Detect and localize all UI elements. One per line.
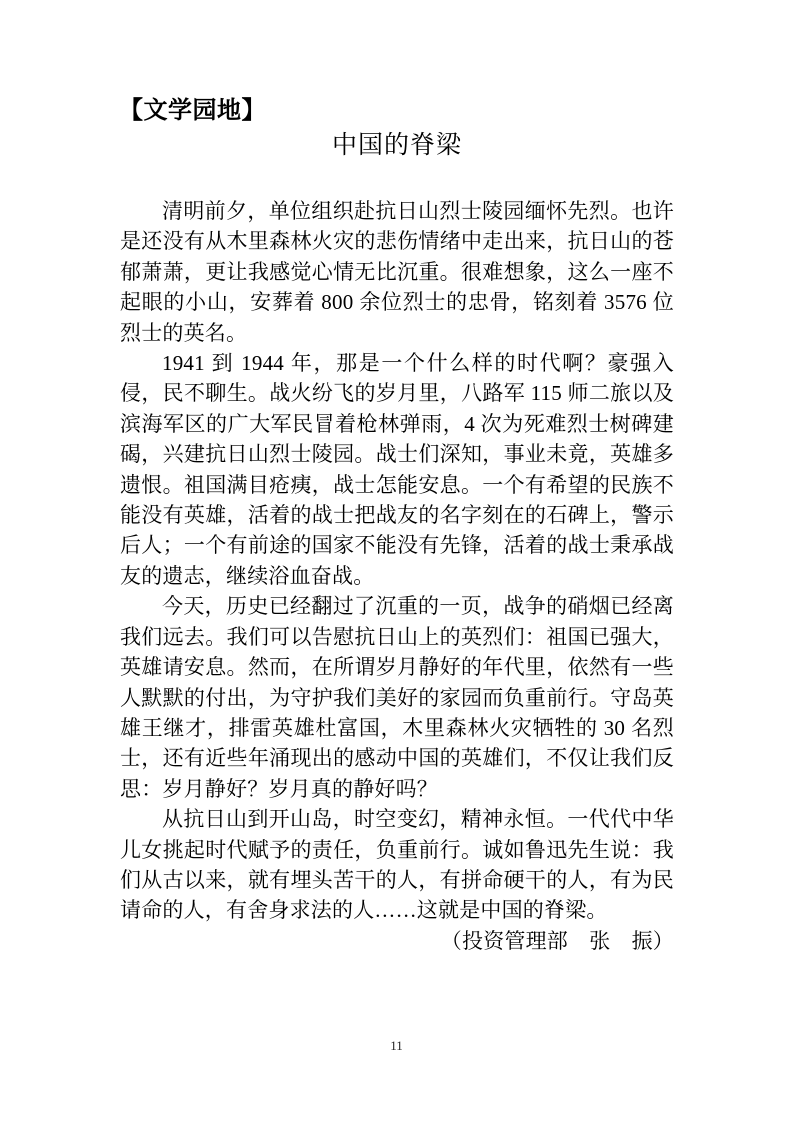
page-number: 11 [390, 1038, 403, 1053]
article-title: 中国的脊梁 [331, 131, 462, 159]
article-body [120, 196, 674, 956]
paragraph-2: 1941 到 1944 年，那是一个什么样的时代啊？豪强入侵，民不聊生。战火纷飞的岁月里，八路军 115 师二旅以及滨海军区的广大军民冒着枪林弹雨，4 次为死难烈士树碑建碣，兴建抗日山烈士陵园。战士们深知，事业未竟，英雄多遗恨。祖国满目疮痍，战士怎能安息。一个有希望的民族不能没有英雄，活着的战士把战友的名字刻在的石碑上，警示后人；一个有前途的国家不能没有先锋，活着的战士秉承战友的遗志，继续浴血奋战。 [120, 351, 674, 588]
paragraph-3: 今天，历史已经翻过了沉重的一页，战争的硝烟已经离我们远去。我们可以告慰抗日山上的英烈们：祖国已强大，英雄请安息。然而，在所谓岁月静好的年代里，依然有一些人默默的付出，为守护我们美好的家园而负重前行。守岛英雄王继才，排雷英雄杜富国，木里森林火灾牺牲的 30 名烈士，还有近些年涌现出的感动中国的英雄们，不仅让我们反思：岁月静好？岁月真的静好吗？ [120, 594, 674, 801]
paragraph-4: 从抗日山到开山岛，时空变幻，精神永恒。一代代中华儿女挑起时代赋予的责任，负重前行。诚如鲁迅先生说：我们从古以来，就有埋头苦干的人，有拼命硬干的人，有为民请命的人，有舍身求法的人……这就是中国的脊梁。 [120, 807, 674, 923]
section-label: 【文学园地】 [119, 98, 266, 124]
paragraph-1: 清明前夕，单位组织赴抗日山烈士陵园缅怀先烈。也许是还没有从木里森林火灾的悲伤情绪中走出来，抗日山的苍郁萧萧，更让我感觉心情无比沉重。很难想象，这么一座不起眼的小山，安葬着 800 余位烈士的忠骨，铭刻着 3576 位烈士的英名。 [120, 199, 674, 345]
byline: （投资管理部 张 振） [440, 928, 674, 953]
